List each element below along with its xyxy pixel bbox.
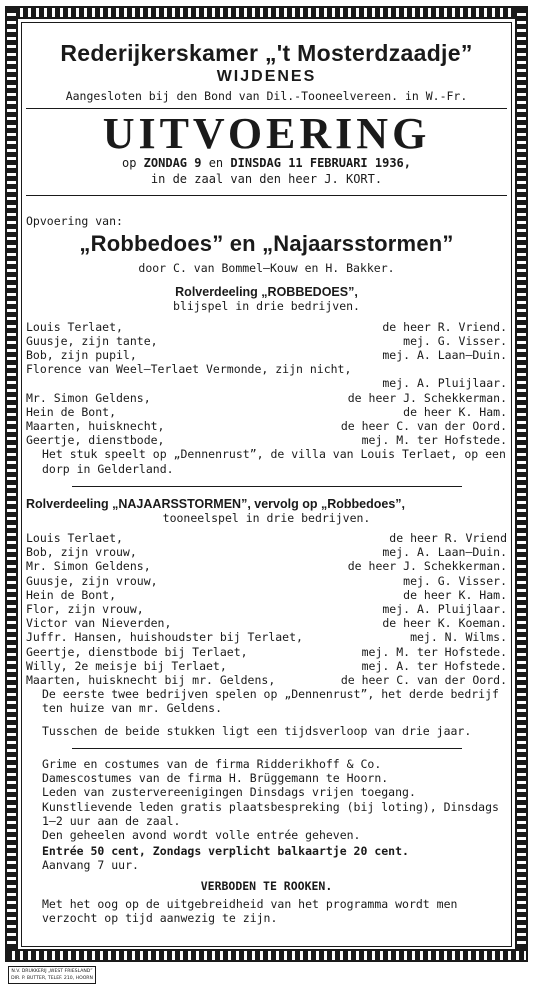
start-time: Aanvang 7 uur. (42, 858, 139, 873)
cast-row (26, 588, 507, 602)
affiliation-line: Aangesloten bij den Bond van Dil.-Tooneelvereen. in W.-Fr. (65, 89, 468, 103)
cast-row (26, 362, 507, 376)
divider (72, 486, 462, 487)
info-list (26, 757, 507, 842)
cast-actor: mej. M. ter Hofstede. (361, 433, 507, 448)
cast-role: Maarten, huisknecht bij mr. Geldens, (26, 673, 276, 688)
cast-row (26, 531, 507, 545)
cast-row (26, 545, 507, 559)
cast-row (26, 559, 507, 573)
cast-role: Florence van Weel—Terlaet Vermonde, zijn nicht, (26, 362, 352, 377)
cast-actor: mej. G. Visser. (403, 573, 507, 588)
cast-row (26, 673, 507, 687)
cast-actor: de heer C. van der Oord. (340, 419, 507, 434)
cast-actor: mej. A. Pluijlaar. (382, 602, 507, 617)
event-dates (26, 155, 507, 171)
cast-actor: de heer K. Ham. (403, 404, 507, 419)
info-line: Grime en costumes van de firma Ridderikhoff & Co. (42, 756, 382, 771)
cast-row (26, 630, 507, 644)
ornamental-border-left (5, 6, 18, 962)
dates-prefix: op (121, 156, 137, 170)
cast-row (26, 419, 507, 433)
cast-row (26, 405, 507, 419)
no-smoking: VERBODEN TE ROOKEN. (200, 878, 333, 893)
ornamental-border-top (5, 6, 528, 19)
cast-actor: de heer J. Schekkerman. (347, 559, 507, 574)
cast-role: Louis Terlaet, (26, 319, 123, 334)
cast-actor: de heer K. Ham. (403, 587, 507, 602)
cast-row (26, 602, 507, 616)
date-tuesday: DINSDAG 11 FEBRUARI 1936, (230, 156, 412, 170)
printer-line2: DIR. P. BUTTER, TELEF. 210, HOORN (11, 976, 93, 981)
cast-row (26, 391, 507, 405)
cast-actor: mej. N. Wilms. (410, 630, 507, 645)
cast-role: Maarten, huisknecht, (26, 419, 165, 434)
cast-actor: mej. A. Laan—Duin. (382, 545, 507, 560)
divider (72, 748, 462, 749)
dates-mid: en (208, 156, 224, 170)
section2-heading: Rolverdeeling „NAJAARSSTORMEN”, vervolg op „Robbedoes”, (26, 496, 405, 511)
info-line: Kunstlievende leden gratis plaatsbespreking (bij loting), Dinsdags 1—2 uur aan de zaal. (42, 799, 499, 828)
cast-role: Guusje, zijn vrouw, (26, 573, 158, 588)
cast-actor: de heer J. Schekkerman. (347, 390, 507, 405)
event-title: UITVOERING (102, 109, 431, 158)
cast-role: Geertje, dienstbode, (26, 433, 165, 448)
printer-line1: N.V. DRUKKERIJ „WEST FRIESLAND” (11, 969, 93, 974)
info-line: Damescostumes van de firma H. Brüggemann te Hoorn. (42, 771, 389, 786)
divider (26, 195, 507, 196)
cast-role: Geertje, dienstbode bij Terlaet, (26, 644, 248, 659)
cast-actor: mej. G. Visser. (403, 333, 507, 348)
cast-actor: de heer K. Koeman. (382, 616, 507, 631)
printer-imprint (8, 966, 96, 984)
interval-note: Tusschen de beide stukken ligt een tijdsverloop van drie jaar. (42, 723, 472, 738)
cast-actor: de heer R. Vriend. (382, 319, 507, 334)
section1-note: Het stuk speelt op „Dennenrust”, de villa van Louis Terlaet, op een dorp in Gelderland. (42, 447, 506, 476)
cast-role: Bob, zijn pupil, (26, 348, 137, 363)
city-name: WIJDENES (216, 68, 317, 85)
cast-role: Hein de Bont, (26, 404, 117, 419)
cast-role: Bob, zijn vrouw, (26, 545, 137, 560)
cast-actor: mej. A. Laan—Duin. (382, 348, 507, 363)
cast-row (26, 376, 507, 390)
cast-actor: mej. A. ter Hofstede. (361, 658, 507, 673)
cast-list-najaarsstormen (26, 531, 507, 687)
cast-row (26, 334, 507, 348)
cast-role: Hein de Bont, (26, 587, 117, 602)
cast-actor: mej. M. ter Hofstede. (361, 644, 507, 659)
cast-row (26, 433, 507, 447)
poster-content (26, 28, 507, 925)
authors-line: door C. van Bommel—Kouw en H. Bakker. (138, 261, 395, 276)
section2-note: De eerste twee bedrijven spelen op „Dennenrust”, het derde bedrijf ten huize van mr. Geldens. (42, 687, 499, 716)
date-sunday: ZONDAG 9 (143, 156, 202, 170)
cast-role: Guusje, zijn tante, (26, 333, 158, 348)
cast-role: Victor van Nieverden, (26, 616, 172, 631)
cast-role: Flor, zijn vrouw, (26, 602, 144, 617)
ornamental-border-bottom (5, 949, 528, 962)
cast-role: Willy, 2e meisje bij Terlaet, (26, 658, 227, 673)
cast-role: Mr. Simon Geldens, (26, 390, 151, 405)
cast-row (26, 616, 507, 630)
price-line: Entrée 50 cent, Zondags verplicht balkaartje 20 cent. (42, 844, 409, 859)
closing-note: Met het oog op de uitgebreidheid van het programma wordt men verzocht op tijd aanwezig te zijn. (42, 896, 458, 925)
organization-name: Rederijkerskamer „'t Mosterdzaadje” (60, 40, 473, 66)
info-line: Leden van zustervereenigingen Dinsdags vrijen toegang. (42, 785, 416, 800)
cast-row (26, 320, 507, 334)
cast-role: Louis Terlaet, (26, 531, 123, 546)
cast-actor: de heer C. van der Oord. (340, 673, 507, 688)
info-line: Den geheelen avond wordt volle entrée geheven. (42, 827, 361, 842)
cast-row (26, 659, 507, 673)
event-venue: in de zaal van den heer J. KORT. (150, 172, 383, 186)
cast-actor: de heer R. Vriend (389, 531, 507, 546)
cast-row (26, 645, 507, 659)
cast-role: Juffr. Hansen, huishoudster bij Terlaet, (26, 630, 303, 645)
section2-subheading: tooneelspel in drie bedrijven. (162, 510, 371, 525)
cast-list-robbedoes (26, 320, 507, 448)
cast-role: Mr. Simon Geldens, (26, 559, 151, 574)
cast-actor: mej. A. Pluijlaar. (382, 376, 507, 391)
cast-row (26, 348, 507, 362)
ornamental-border-right (515, 6, 528, 962)
cast-row (26, 574, 507, 588)
intro-text: Opvoering van: (26, 214, 123, 228)
section1-subheading: blijspel in drie bedrijven. (173, 299, 360, 314)
play-titles: „Robbedoes” en „Najaarsstormen” (79, 231, 454, 257)
section1-heading: Rolverdeeling „ROBBEDOES”, (175, 285, 358, 300)
